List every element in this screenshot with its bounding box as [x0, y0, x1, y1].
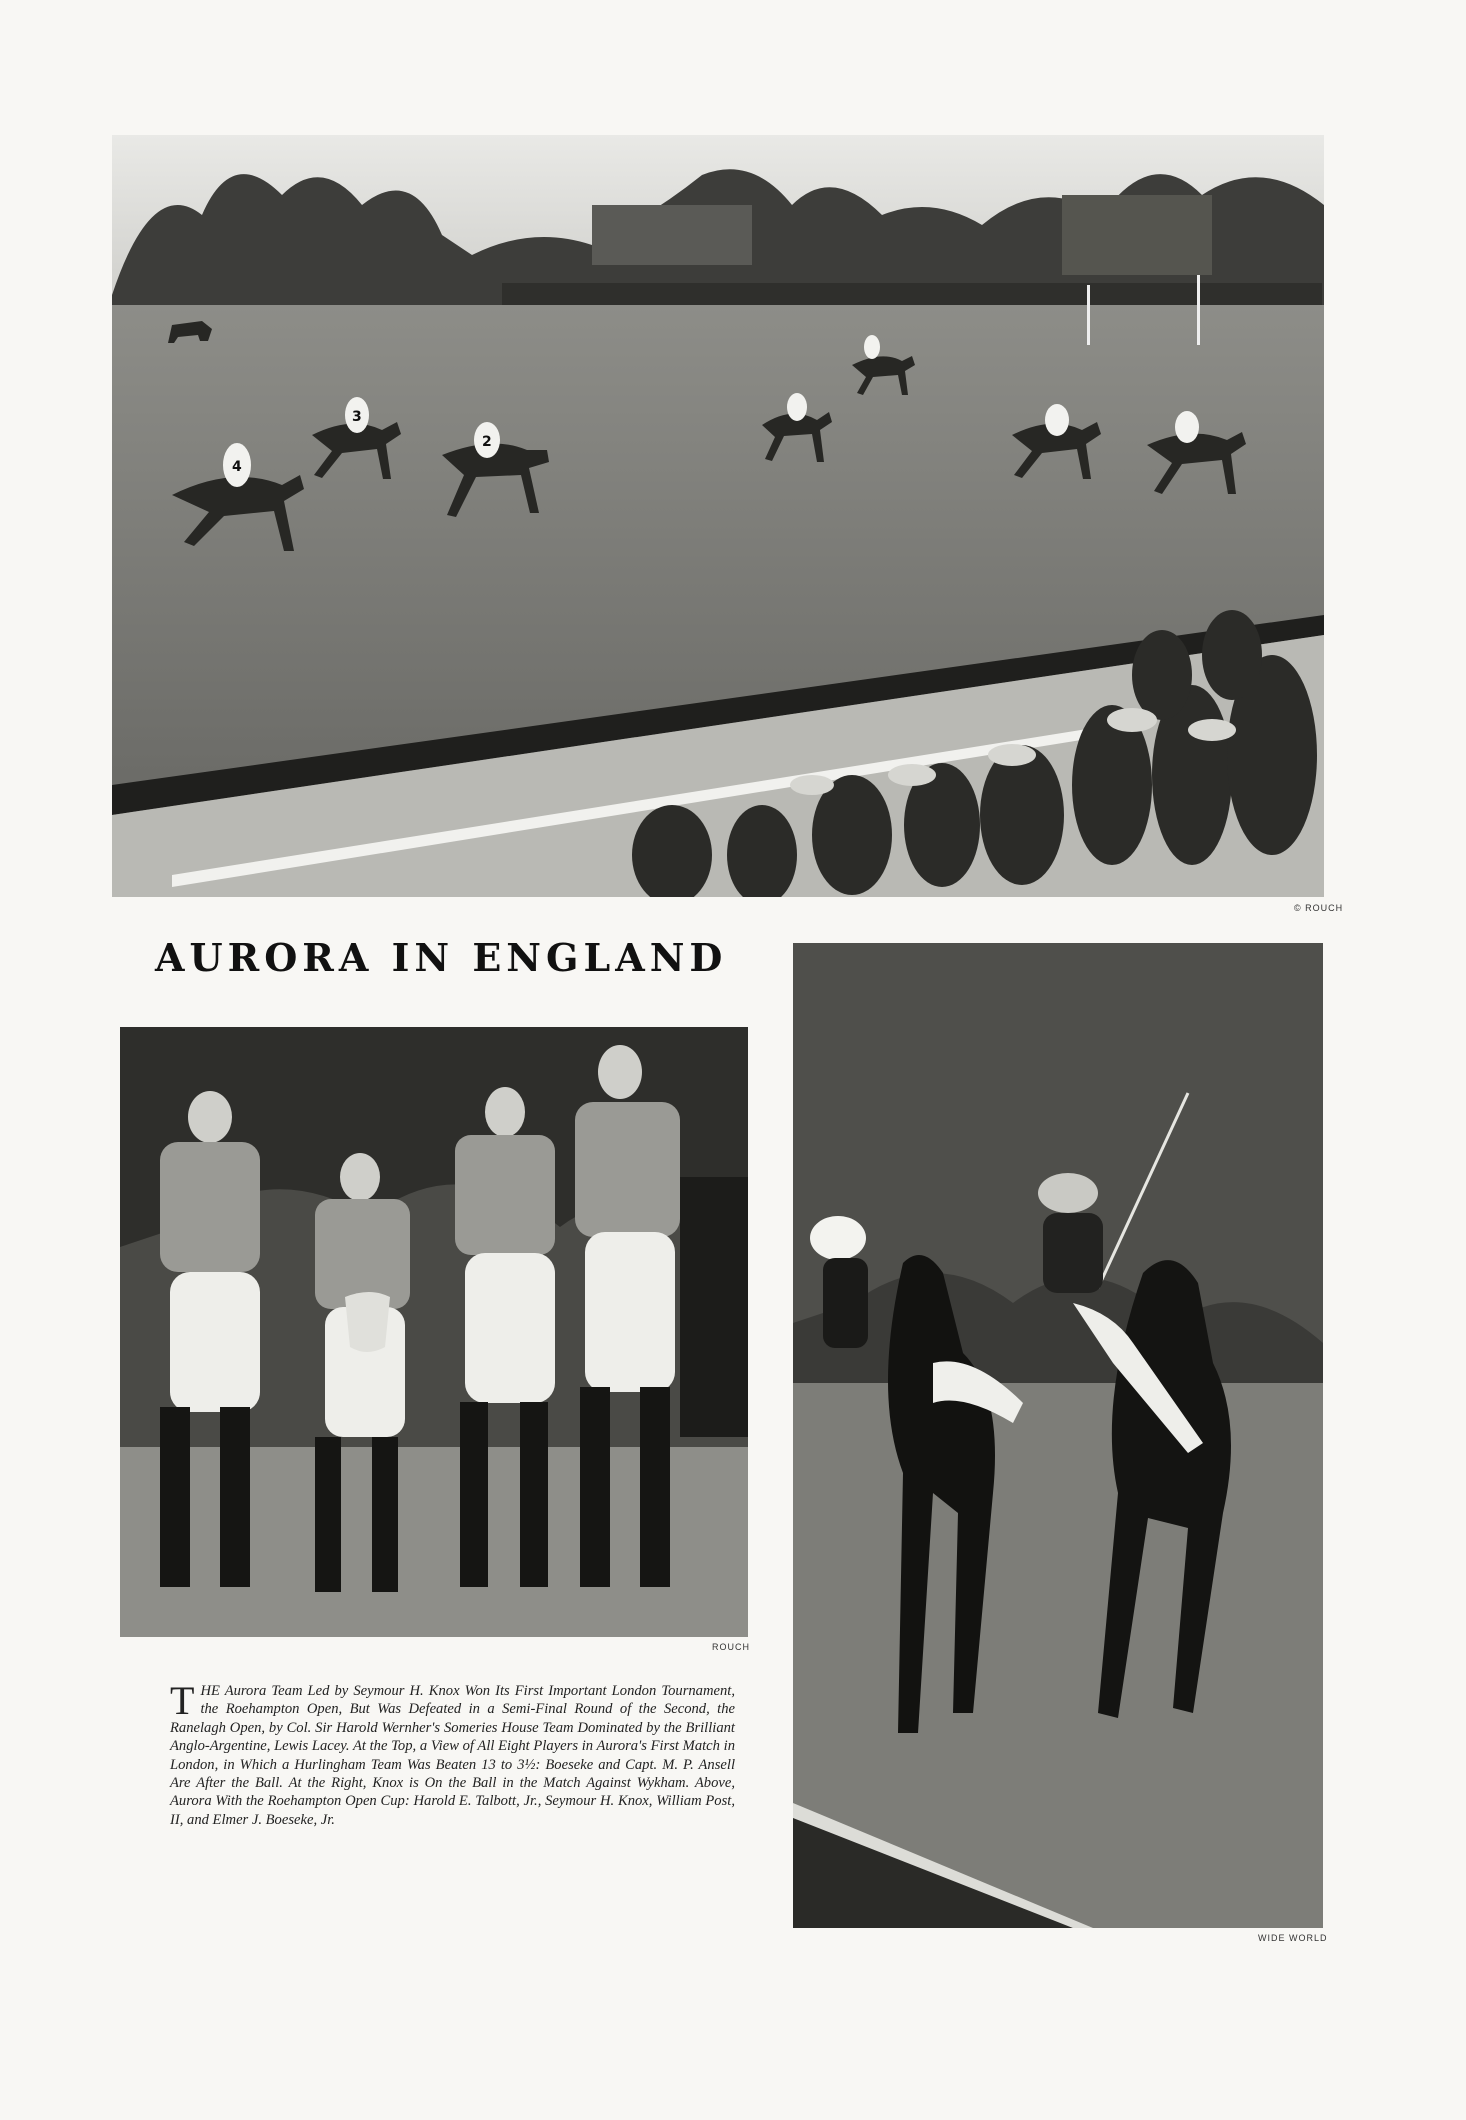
shirt-number-3: 3: [352, 409, 362, 425]
page-title: AURORA IN ENGLAND: [155, 935, 728, 980]
shirt-number-2: 2: [482, 434, 492, 450]
shirt-number-4: 4: [232, 459, 242, 475]
caption-dropcap: T: [170, 1678, 195, 1723]
team-photo-credit: ROUCH: [712, 1642, 750, 1652]
knox-on-ball-photo: [793, 943, 1323, 1928]
top-photo-credit: © ROUCH: [1294, 903, 1344, 913]
team-with-cup-photo: [120, 1027, 748, 1637]
photo-caption: [170, 1678, 735, 1829]
action-photo-credit: WIDE WORLD: [1258, 1933, 1328, 1943]
polo-field-photo: [112, 135, 1324, 897]
caption-text: HE Aurora Team Led by Seymour H. Knox Won Its First Important London Tournament, the Roehampton Open, But Was Defeated in a Semi-Final Round of the Second, the Ranelagh Open, by Col. Sir Harold Wernher's Someries House Team Dominated by the Brilliant Anglo-Argentine, Lewis Lacey. At the Top, a View of All Eight Players in Aurora's First Match in London, in Which a Hurlingham Team Was Beaten 13 to 3½: Boeseke and Capt. M. P. Ansell Are After the Ball. At the Right, Knox is On the Ball in the Match Against Wykham. Above, Aurora With the Roehampton Open Cup: Harold E. Talbott, Jr., Seymour H. Knox, William Post, II, and Elmer J. Boeseke, Jr.: [170, 1683, 735, 1828]
